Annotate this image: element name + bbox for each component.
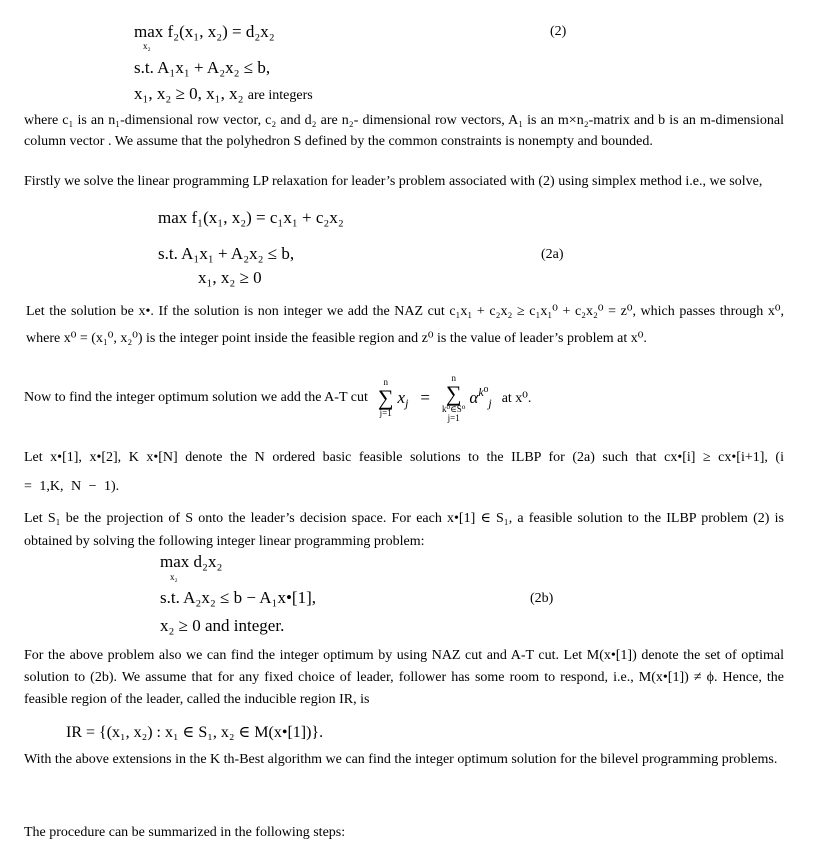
sum-1-upper: n (383, 377, 388, 387)
sum-2-sigma: ∑ (445, 380, 462, 406)
eq2b-max-subscript: x₂ (170, 572, 178, 582)
eq2b-objective: max d₂x₂ (160, 552, 223, 571)
sum-2-upper: n (451, 372, 456, 383)
eq2b-integrality: x₂ ≥ 0 and integer. (160, 616, 285, 635)
sum-2-lower-2: j=1 (447, 412, 460, 423)
para-let-ordered: Let x•[1], x•[2], K x•[N] denote the N ordered basic feasible solutions to the ILBP for (2a) such that cx•[i] ≥ cx•[i+1], (i = 1,K, N − 1). (24, 450, 784, 494)
at-cut-prefix: Now to find the integer optimum solution we add the A-T cut (24, 390, 368, 405)
eq2a-constraint: s.t. A₁x₁ + A₂x₂ ≤ b, (158, 244, 295, 263)
para-let-solution: Let the solution be x•. If the solution is non integer we add the NAZ cut c₁x₁ + c₂x₂ ≥ c₁x₁⁰ + c₂x₂⁰ = z⁰, which passes through x⁰, where x⁰ = (x₁⁰, x₂⁰) is the integer point inside the feasible region and z⁰ is the value of leader’s problem at x⁰. (26, 304, 784, 346)
eq2a-number: (2a) (541, 247, 564, 262)
ir-definition: IR = {(x₁, x₂) : x₁ ∈ S₁, x₂ ∈ M(x•[1])}. (66, 724, 324, 741)
eq2-nonnegativity-math: x₁, x₂ ≥ 0, x₁, x₂ (134, 84, 244, 103)
at-cut-equals: = (420, 388, 430, 407)
eq2-max-subscript: x₂ (143, 41, 151, 51)
at-cut-suffix: at x⁰. (501, 390, 532, 406)
para-at-cut (24, 372, 532, 423)
eq2-nonnegativity (134, 84, 313, 104)
eq2-number: (2) (550, 24, 567, 39)
para-where: where c₁ is an n₁-dimensional row vector, c₂ and d₂ are n₂- dimensional row vectors, A₁ is an m×n₂-matrix and b is an m-dimensional column vector . We assume that the polyhedron S defined by the common constraints is nonempty and bounded. (24, 113, 784, 149)
eq2b-constraint: s.t. A₂x₂ ≤ b − A₁x•[1], (160, 588, 316, 607)
eq2a-objective: max f₁(x₁, x₂) = c₁x₁ + c₂x₂ (158, 208, 344, 227)
sum-1-body: $x_j$ (397, 388, 409, 411)
eq2b-number: (2b) (530, 591, 554, 606)
eq2a-nonnegativity: x₁, x₂ ≥ 0 (198, 268, 262, 287)
para-procedure: The procedure can be summarized in the following steps: (24, 825, 346, 840)
para-with: With the above extensions in the K th-Best algorithm we can find the integer optimum solution for the bilevel programming problems. (24, 752, 778, 767)
eq2-constraint: s.t. A₁x₁ + A₂x₂ ≤ b, (134, 58, 271, 77)
sum-1-sigma: ∑ (377, 385, 394, 410)
para-for-above: For the above problem also we can find the integer optimum by using NAZ cut and A-T cut. Let M(x•[1]) denote the set of optimal solution to (2b). We assume that for any fixed choice of leader, follower has some room to respond, i.e., M(x•[1]) ≠ ϕ. Hence, the feasible region of the leader, called the inducible region IR, is (24, 648, 784, 707)
sum-2-body: $\alpha^{k^0}_j$ (469, 384, 492, 411)
sum-2-lower: k⁰∈S⁰ (442, 403, 466, 414)
eq2-integers-text: are integers (247, 88, 313, 103)
para-firstly: Firstly we solve the linear programming LP relaxation for leader’s problem associated with (2) using simplex method i.e., we solve, (24, 174, 763, 189)
eq2-objective: max f₂(x₁, x₂) = d₂x₂ (134, 22, 275, 41)
sum-1 (378, 378, 394, 418)
para-let-S1: Let S₁ be the projection of S onto the leader’s decision space. For each x•[1] ∈ S₁, a feasible solution to the ILBP problem (2) is obtained by solving the following integer linear programming problem: (24, 511, 784, 549)
sum-1-lower: j=1 (379, 408, 392, 418)
sum-2 (442, 374, 465, 423)
